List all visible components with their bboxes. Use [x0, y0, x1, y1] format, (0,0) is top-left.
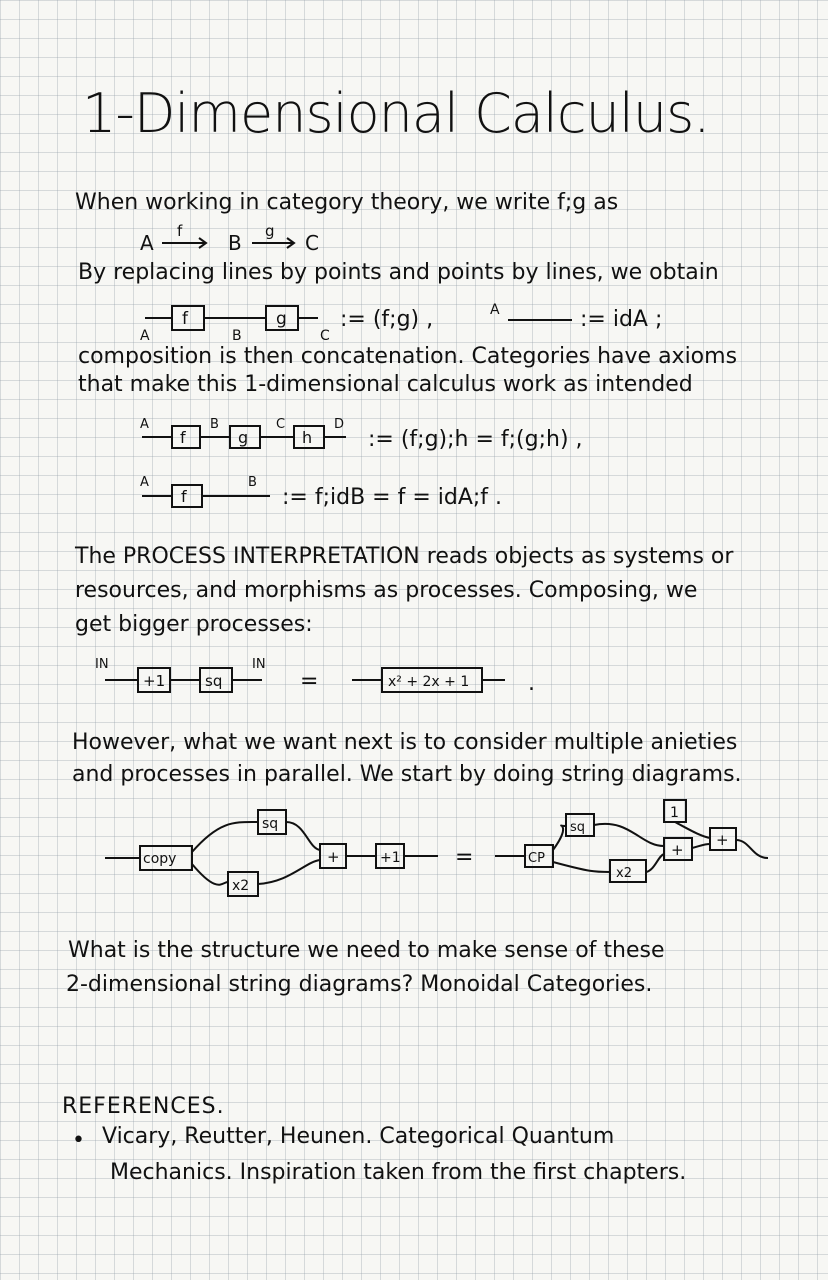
arrow-label-g: g — [265, 222, 275, 240]
svg-text:B: B — [232, 328, 242, 344]
intro-line-1: When working in category theory, we write f;g as — [75, 190, 619, 215]
arrow-label-c: C — [305, 231, 319, 255]
svg-text:IN: IN — [95, 657, 109, 672]
question-line-1: What is the structure we need to make sense of these — [68, 938, 665, 963]
svg-text::= (f;g) ,: := (f;g) , — [340, 307, 434, 332]
svg-text::= idA ;: := idA ; — [580, 307, 663, 332]
however-line-2: and processes in parallel. We start by doing string diagrams. — [72, 762, 742, 787]
diagram-f-g — [140, 302, 662, 344]
composition-line-1: composition is then concatenation. Categories have axioms — [78, 344, 738, 369]
reference-bullet: • — [72, 1128, 85, 1153]
axiom-identity — [140, 475, 502, 510]
intro-line-2: By replacing lines by points and points by lines, we obtain — [78, 260, 719, 285]
references-heading: REFERENCES. — [62, 1094, 225, 1119]
svg-text:sq: sq — [570, 820, 586, 835]
question-line-2: 2-dimensional string diagrams? Monoidal Categories. — [66, 972, 653, 997]
svg-text:h: h — [302, 428, 313, 447]
string-diagram-left — [105, 810, 473, 896]
arrow-label-f: f — [177, 222, 183, 240]
svg-text:CP: CP — [528, 851, 545, 866]
svg-text:A: A — [490, 302, 500, 318]
reference-item-line-1: Vicary, Reutter, Heunen. Categorical Quantum — [102, 1124, 615, 1149]
axiom-associativity — [140, 417, 583, 452]
svg-text:C: C — [320, 328, 330, 344]
svg-text:f: f — [180, 428, 186, 447]
svg-text:+: + — [327, 848, 340, 866]
svg-text:A: A — [140, 328, 150, 344]
svg-text:g: g — [238, 428, 249, 447]
process-line-2: resources, and morphisms as processes. Composing, we — [75, 578, 698, 603]
process-line-3: get bigger processes: — [75, 612, 313, 637]
arrow-label-b: B — [228, 231, 242, 255]
svg-text:sq: sq — [205, 672, 223, 690]
box-f — [172, 306, 204, 330]
svg-text:IN: IN — [252, 657, 266, 672]
svg-text:B: B — [248, 475, 257, 490]
svg-text:sq: sq — [262, 816, 279, 832]
svg-text:f: f — [181, 487, 187, 506]
svg-text:1: 1 — [670, 805, 679, 821]
svg-text:x2: x2 — [616, 866, 632, 881]
svg-text:C: C — [276, 417, 286, 432]
svg-text:A: A — [140, 475, 149, 490]
arrow-expression — [140, 222, 319, 255]
svg-text:f: f — [182, 309, 188, 329]
svg-text::= (f;g);h = f;(g;h) ,: := (f;g);h = f;(g;h) , — [368, 427, 583, 452]
however-line-1: However, what we want next is to consider multiple anieties — [72, 730, 738, 755]
svg-text:+: + — [671, 841, 684, 859]
svg-text:+: + — [716, 831, 729, 849]
svg-text:.: . — [528, 671, 535, 696]
svg-text:x² + 2x + 1: x² + 2x + 1 — [388, 674, 470, 690]
svg-text:+1: +1 — [380, 850, 401, 866]
string-diagram-right — [495, 800, 768, 882]
svg-text:+1: +1 — [143, 672, 166, 690]
svg-text:=: = — [300, 669, 319, 694]
svg-text:D: D — [334, 417, 345, 432]
svg-text::= f;idB = f = idA;f .: := f;idB = f = idA;f . — [282, 485, 503, 510]
svg-text:x2: x2 — [232, 878, 250, 894]
arrow-label-a: A — [140, 231, 154, 255]
svg-text:g: g — [276, 309, 287, 329]
reference-item-line-2: Mechanics. Inspiration taken from the first chapters. — [110, 1160, 687, 1185]
page-title: 1-Dimensional Calculus. — [82, 82, 710, 145]
process-diagram — [95, 657, 535, 696]
svg-text:=: = — [455, 845, 474, 870]
svg-text:copy: copy — [143, 851, 177, 867]
process-line-1: The PROCESS INTERPRETATION reads objects as systems or — [75, 544, 734, 569]
svg-text:B: B — [210, 417, 219, 432]
composition-line-2: that make this 1-dimensional calculus work as intended — [78, 372, 693, 397]
svg-text:A: A — [140, 417, 149, 432]
